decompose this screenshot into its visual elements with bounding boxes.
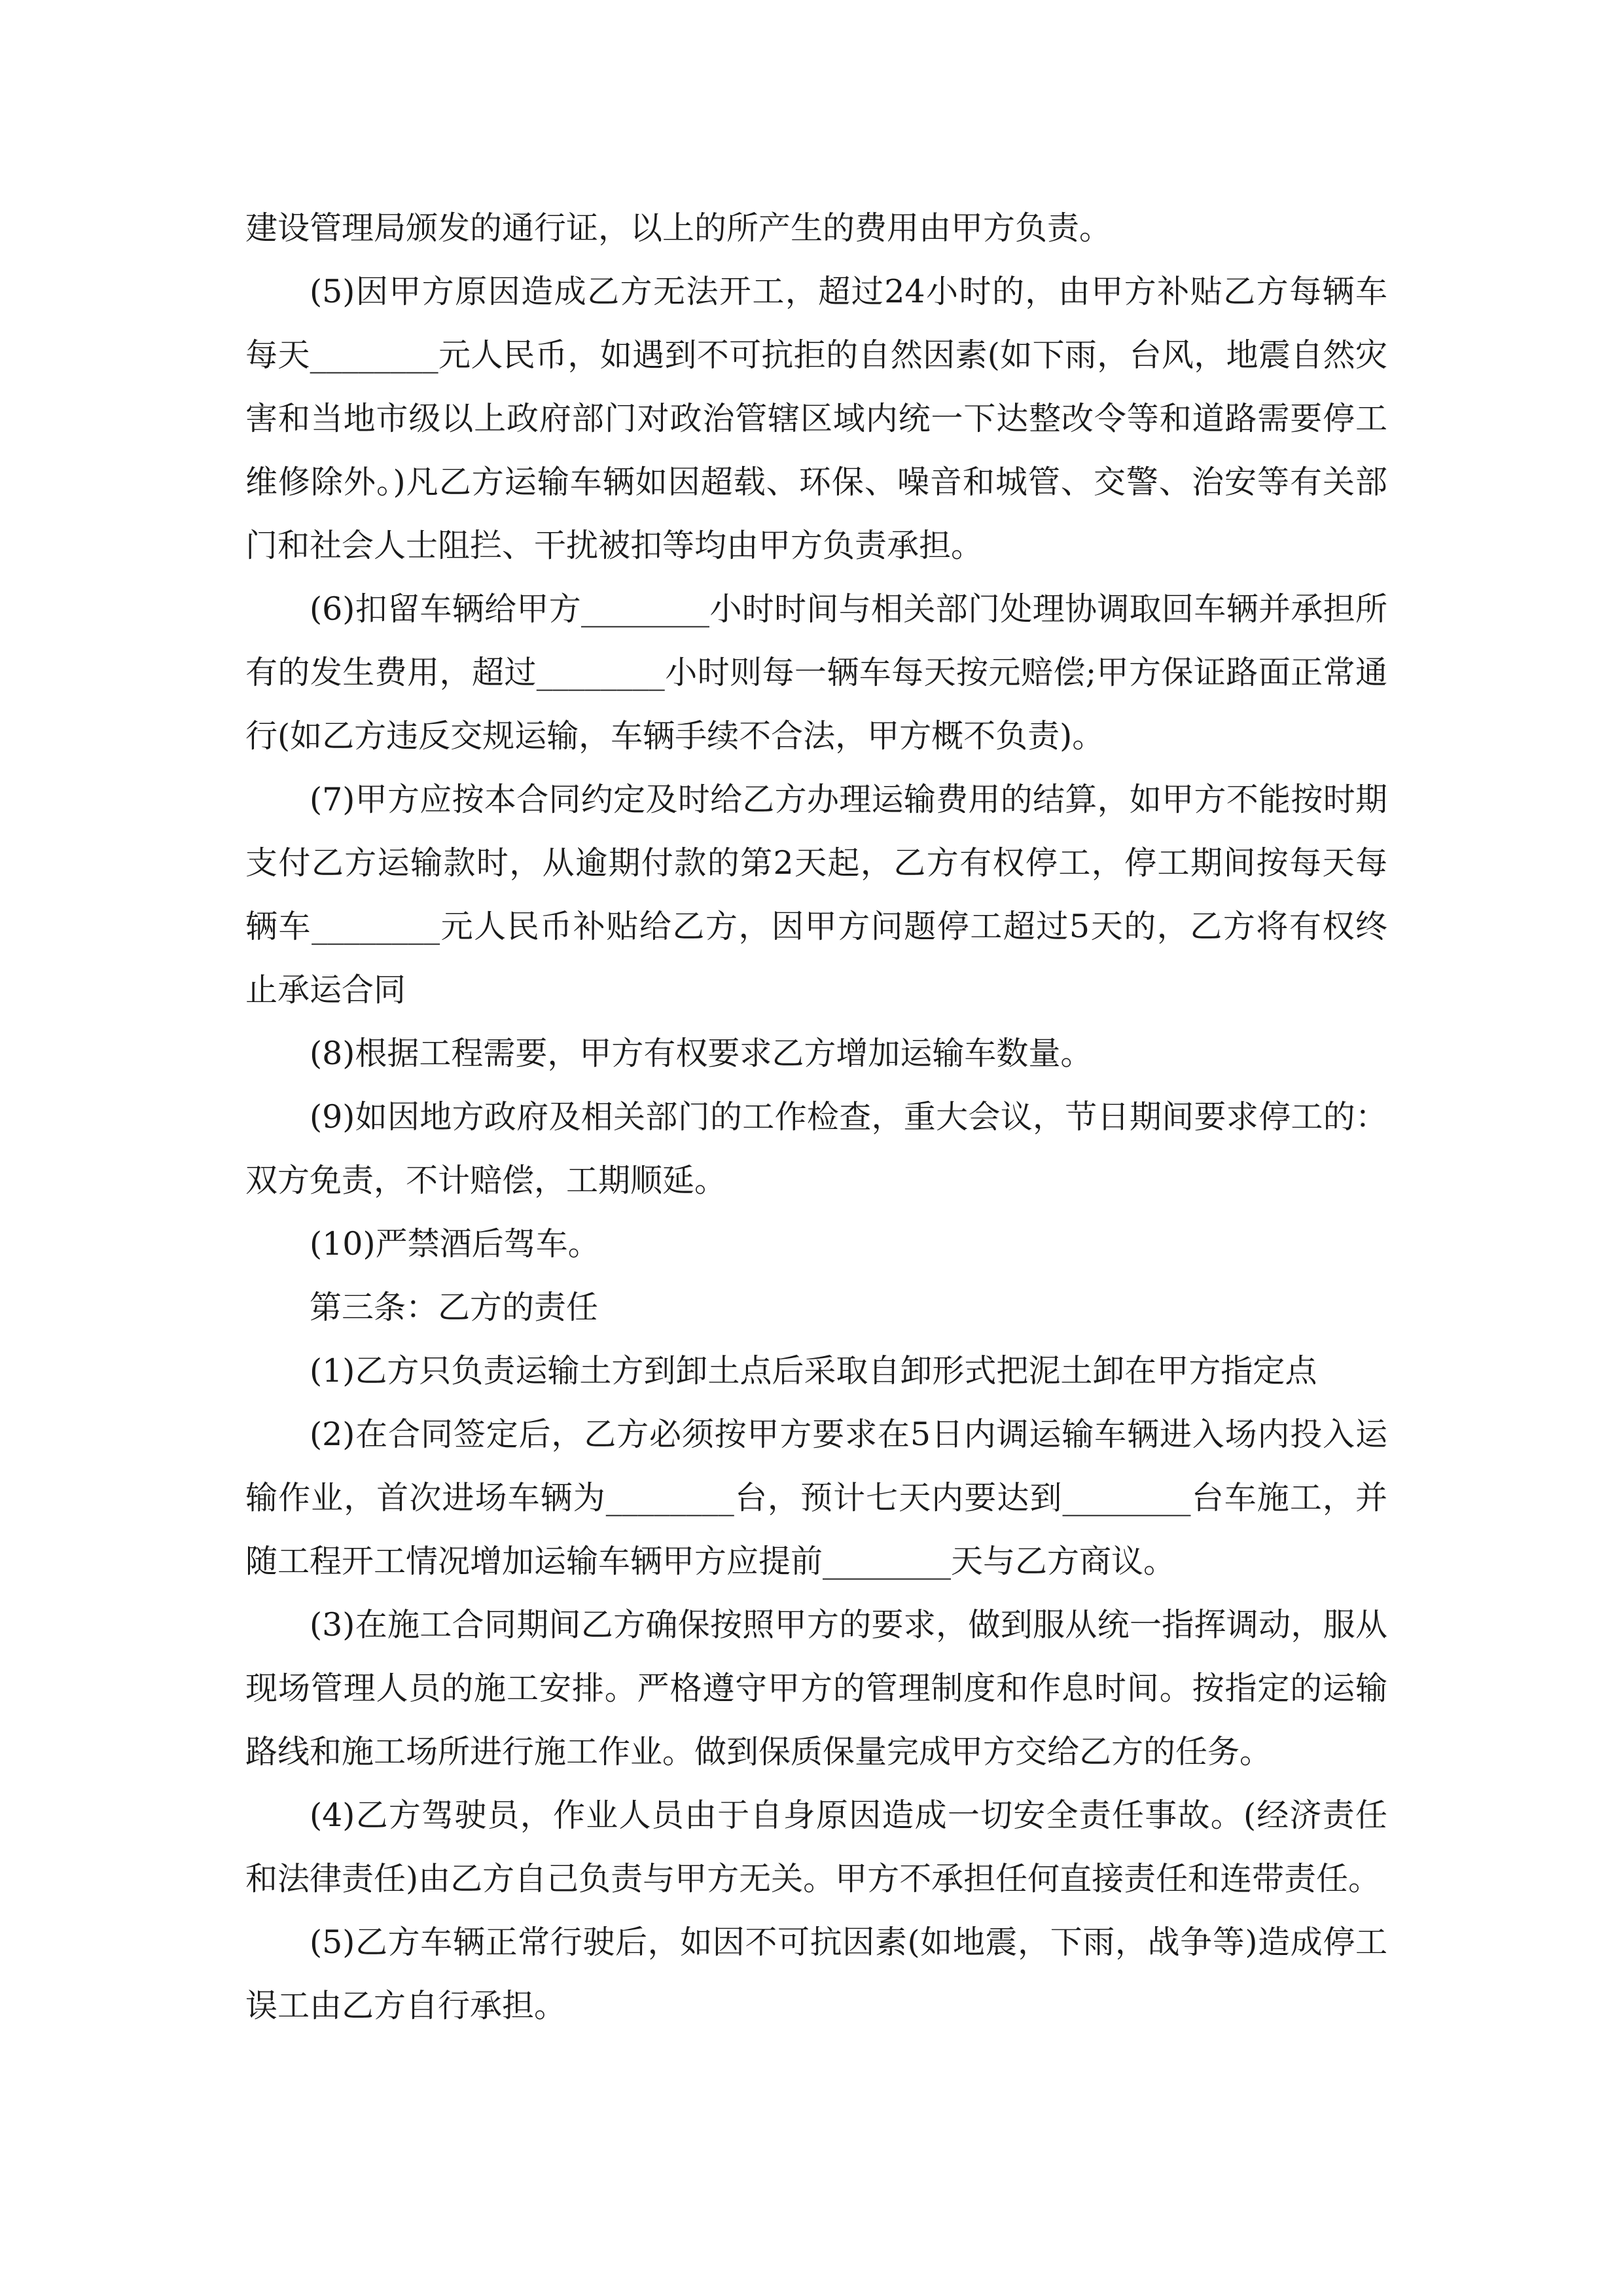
paragraph-clause-7: (7)甲方应按本合同约定及时给乙方办理运输费用的结算，如甲方不能按时期支付乙方运输款时，从逾期付款的第2天起，乙方有权停工，停工期间按每天每辆车________元人民币补贴给乙方，因甲方问题停工超过5天的，乙方将有权终止承运合同	[245, 781, 1387, 1009]
section-heading-article-3: 第三条：乙方的责任	[310, 1289, 599, 1326]
document-body	[245, 196, 1387, 2037]
paragraph-party-b-3: (3)在施工合同期间乙方确保按照甲方的要求，做到服从统一指挥调动，服从现场管理人员的施工安排。严格遵守甲方的管理制度和作息时间。按指定的运输路线和施工场所进行施工作业。做到保质保量完成甲方交给乙方的任务。	[245, 1606, 1387, 1770]
paragraph-party-b-5: (5)乙方车辆正常行驶后，如因不可抗因素(如地震，下雨，战争等)造成停工误工由乙方自行承担。	[245, 1924, 1387, 2024]
paragraph-clause-10: (10)严禁酒后驾车。	[310, 1225, 600, 1263]
paragraph-continuation: 建设管理局颁发的通行证，以上的所产生的费用由甲方负责。	[245, 209, 1112, 247]
paragraph-party-b-1: (1)乙方只负责运输土方到卸土点后采取自卸形式把泥土卸在甲方指定点	[310, 1352, 1317, 1390]
paragraph-party-b-4: (4)乙方驾驶员，作业人员由于自身原因造成一切安全责任事故。(经济责任和法律责任)由乙方自己负责与甲方无关。甲方不承担任何直接责任和连带责任。	[245, 1797, 1387, 1897]
paragraph-party-b-2: (2)在合同签定后，乙方必须按甲方要求在5日内调运输车辆进入场内投入运输作业，首次进场车辆为________台，预计七天内要达到________台车施工，并随工程开工情况增加运输车辆甲方应提前________天与乙方商议。	[245, 1416, 1387, 1580]
paragraph-clause-5: (5)因甲方原因造成乙方无法开工，超过24小时的，由甲方补贴乙方每辆车每天________元人民币，如遇到不可抗拒的自然因素(如下雨，台风，地震自然灾害和当地市级以上政府部门对政治管辖区域内统一下达整改令等和道路需要停工维修除外。)凡乙方运输车辆如因超载、环保、噪音和城管、交警、治安等有关部门和社会人士阻拦、干扰被扣等均由甲方负责承担。	[245, 273, 1387, 564]
paragraph-clause-8: (8)根据工程需要，甲方有权要求乙方增加运输车数量。	[310, 1035, 1093, 1072]
paragraph-clause-6: (6)扣留车辆给甲方________小时时间与相关部门处理协调取回车辆并承担所有的发生费用，超过________小时则每一辆车每天按元赔偿;甲方保证路面正常通行(如乙方违反交规运输，车辆手续不合法，甲方概不负责)。	[245, 590, 1387, 755]
paragraph-clause-9: (9)如因地方政府及相关部门的工作检查，重大会议，节日期间要求停工的：双方免责，不计赔偿，工期顺延。	[245, 1098, 1387, 1199]
